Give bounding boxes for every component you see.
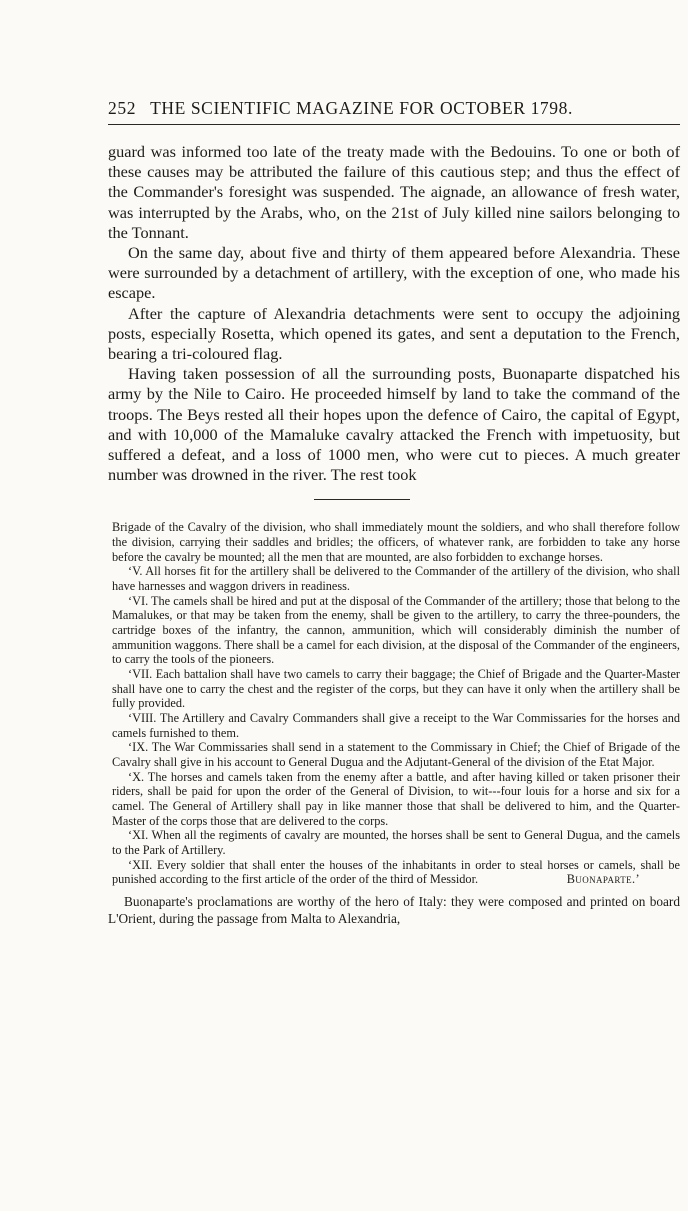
- footnote-paragraph: ‘V. All horses fit for the artillery shall be delivered to the Commander of the artillery of the division, who shall have harnesses and waggon drivers in readiness.: [112, 564, 680, 594]
- footnote-paragraph: [112, 858, 680, 887]
- footnote-paragraph: ‘VI. The camels shall be hired and put at the disposal of the Commander of the artillery; those that belong to the Mamalukes, or that may be taken from the enemy, shall be given to the artillery, to carry the three-pounders, the cartridge boxes of the infantry, the cannon, ammunition, which will considerably diminish the number of ammunition waggons. There shall be a camel for each division, at the disposal of the Commander of the engineers, to carry the tools of the pioneers.: [112, 593, 680, 667]
- footnote-paragraph: ‘IX. The War Commissaries shall send in a statement to the Commissary in Chief; the Chief of Brigade of the Cavalry shall give in his account to General Dugua and the Adjutant-General of the division of the Etat Major.: [112, 740, 680, 769]
- footnote-paragraph: ‘XI. When all the regiments of cavalry are mounted, the horses shall be sent to General Dugua, and the camels to the Park of Artillery.: [112, 828, 680, 857]
- section-divider: [314, 499, 410, 500]
- footnote-paragraph: ‘X. The horses and camels taken from the enemy after a battle, and after having killed or taken prisoner their riders, shall be paid for upon the order of the General of Division, to wit---four louis for a horse and six for a camel. The General of Artillery shall pay in like manner those that shall be delivered to him, and the Quarter-Master of the corps those that are delivered to the corps.: [112, 769, 680, 828]
- body-paragraph: On the same day, about five and thirty of them appeared before Alexandria. These were surrounded by a detachment of artillery, with the exception of one, who made his escape.: [108, 243, 680, 303]
- footnote-paragraph: ‘VII. Each battalion shall have two camels to carry their baggage; the Chief of Brigade and the Quarter-Master shall have one to carry the chest and the register of the corps, but they can have it only when the artillery shall be fully provided.: [112, 667, 680, 711]
- body-paragraph: guard was informed too late of the treaty made with the Bedouins. To one or both of these causes may be attributed the failure of this cautious step; and thus the effect of the Commander's foresight was suspended. The aignade, an allowance of fresh water, was interrupted by the Arabs, who, on the 21st of July killed nine sailors belonging to the Tonnant.: [108, 142, 680, 242]
- footnote-paragraph: ‘VIII. The Artillery and Cavalry Commanders shall give a receipt to the War Commissaries for the horses and camels furnished to them.: [112, 710, 680, 740]
- closing-paragraph: Buonaparte's proclamations are worthy of the hero of Italy: they were composed and printed on board L'Orient, during the passage from Malta to Alexandria,: [108, 893, 680, 926]
- signature: Buonaparte.’: [566, 872, 640, 887]
- main-body-text: [108, 142, 680, 485]
- page-number: 252: [108, 98, 137, 118]
- body-paragraph: After the capture of Alexandria detachments were sent to occupy the adjoining posts, especially Rosetta, which opened its gates, and sent a deputation to the French, bearing a tri-coloured flag.: [108, 303, 680, 364]
- page-header: [108, 98, 680, 125]
- footnote-orders: [112, 520, 680, 886]
- closing-text: [108, 893, 680, 927]
- magazine-page: [108, 98, 680, 927]
- running-title: THE SCIENTIFIC MAGAZINE FOR OCTOBER 1798.: [150, 98, 573, 118]
- footnote-paragraph: Brigade of the Cavalry of the division, who shall immediately mount the soldiers, and who shall therefore follow the division, carrying their saddles and bridles; the officers, of whatever rank, are forbidden to take any horse before the cavalry be mounted; all the men that are mounted, are also forbidden to exchange horses.: [112, 520, 680, 564]
- body-paragraph: Having taken possession of all the surrounding posts, Buonaparte dispatched his army by the Nile to Cairo. He proceeded himself by land to take the command of the troops. The Beys rested all their hopes upon the defence of Cairo, the capital of Egypt, and with 10,000 of the Mamaluke cavalry attacked the French with impetuosity, but suffered a defeat, and a loss of 1000 men, who were cut to pieces. A much greater number was drowned in the river. The rest took: [108, 364, 680, 485]
- footnote-paragraph-text: ‘XII. Every soldier that shall enter the houses of the inhabitants in order to steal horses or camels, shall be punished according to the first article of the order of the third of Messidor.: [112, 857, 680, 887]
